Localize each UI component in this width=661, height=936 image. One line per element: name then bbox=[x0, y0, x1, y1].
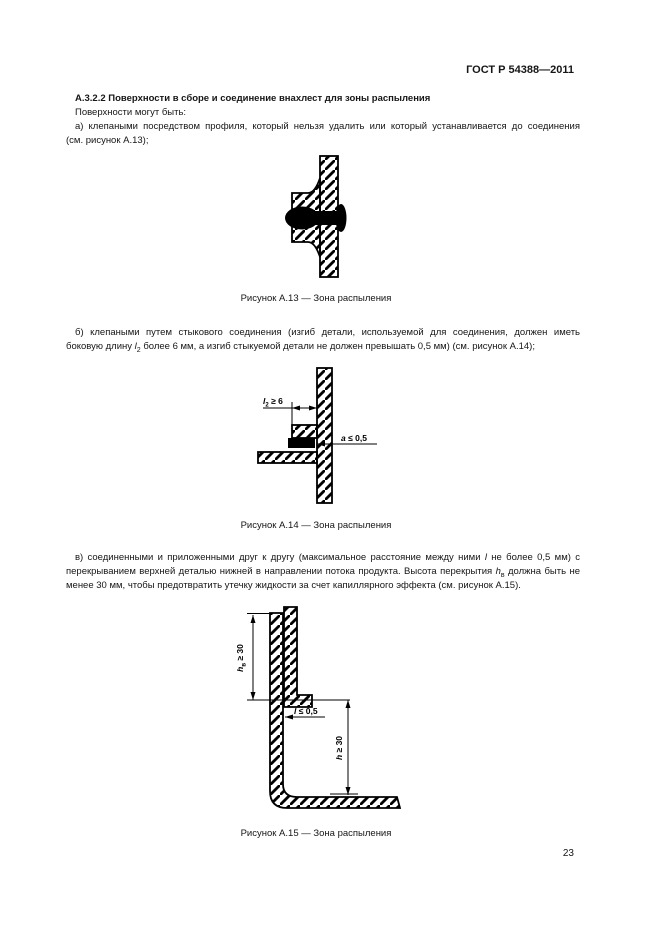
dimension-label-h: h ≥ 30 bbox=[334, 735, 344, 761]
figure-a13-caption: Рисунок А.13 — Зона распыления bbox=[240, 293, 392, 304]
item-b-line2 bbox=[66, 340, 580, 357]
variable-l: l bbox=[484, 552, 487, 563]
item-b-line2-pre: боковую длину bbox=[66, 341, 135, 352]
rivet-seam-shape bbox=[288, 438, 315, 448]
arrowhead bbox=[346, 700, 351, 708]
variable-hv: h bbox=[495, 566, 501, 577]
item-v-line1-pre: в) соединенными и приложенными друг к другу (максимальное расстояние между ними bbox=[75, 552, 485, 563]
document-standard-number: ГОСТ Р 54388—2011 bbox=[466, 64, 574, 76]
variable-l2: l bbox=[134, 341, 137, 352]
section-heading: А.3.2.2 Поверхности в сборе и соединение внахлест для зоны распыления bbox=[75, 93, 431, 104]
dimension-label-l2: $l_2 \ge 6$ bbox=[263, 396, 283, 409]
dimension-label-a: a ≤ 0,5 bbox=[341, 433, 367, 443]
item-b-line1: б) клепаными путем стыкового соединения (изгиб детали, используемой для соединения, должен иметь bbox=[75, 327, 580, 338]
vertical-sheet-shape bbox=[317, 368, 332, 503]
item-a-line1: а) клепаными посредством профиля, который нельзя удалить или который устанавливается до соединения bbox=[75, 121, 580, 132]
variable-hv-subscript: в bbox=[500, 571, 505, 579]
figure-a15-caption: Рисунок А.15 — Зона распыления bbox=[240, 828, 392, 839]
arrowhead bbox=[251, 615, 256, 623]
dimension-label-hv: $h_в \ge 30$ bbox=[235, 644, 248, 672]
arrowhead bbox=[309, 406, 317, 411]
item-a-line2: (см. рисунок А.13); bbox=[66, 135, 149, 146]
arrowhead bbox=[251, 692, 256, 700]
item-b-line2-post: более 6 мм, а изгиб стыкуемой детали не должен превышать 0,5 мм) (см. рисунок А.14); bbox=[140, 341, 535, 352]
item-v-line3: менее 30 мм, чтобы предотвратить утечку жидкости за счет капиллярного эффекта (см. рисунок А.15). bbox=[66, 580, 521, 591]
variable-l2-subscript: 2 bbox=[136, 346, 141, 354]
figure-a15-drawing bbox=[230, 605, 480, 822]
item-v-line2-pre: перекрыванием верхней деталью нижней в направлении потока продукта. Высота перекрытия bbox=[66, 566, 496, 577]
bent-flange-shape bbox=[292, 425, 317, 438]
arrowhead bbox=[292, 406, 300, 411]
horizontal-sheet-shape bbox=[258, 452, 317, 463]
page-number: 23 bbox=[562, 848, 574, 859]
figure-a14-caption: Рисунок А.14 — Зона распыления bbox=[240, 520, 392, 531]
intro-line: Поверхности могут быть: bbox=[75, 107, 187, 118]
item-v-line1-post: не более 0,5 мм) с bbox=[486, 552, 580, 563]
item-v-line1 bbox=[75, 551, 580, 564]
dimension-label-l: l ≤ 0,5 bbox=[294, 706, 318, 716]
figure-a14-drawing bbox=[255, 360, 440, 510]
item-v-line2-post: должна быть не bbox=[504, 566, 580, 577]
figure-a13-drawing bbox=[275, 150, 375, 290]
upper-sheet-shape bbox=[284, 607, 312, 707]
arrowhead bbox=[285, 715, 293, 720]
